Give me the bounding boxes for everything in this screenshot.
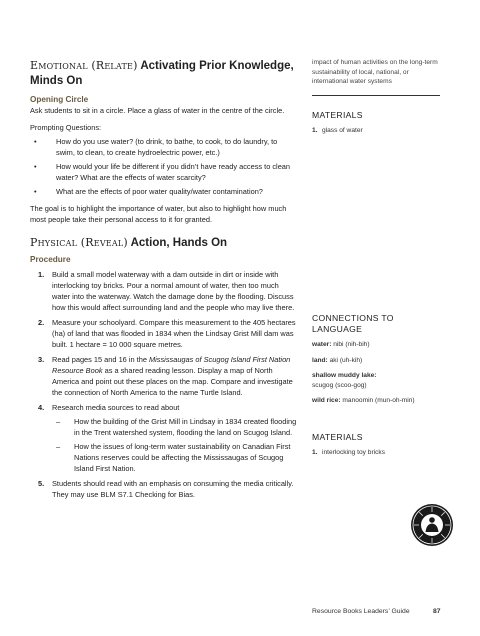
list-item: • How do you use water? (to drink, to bathe, to cook, to do laundry, to swim, to clean, to create hydroelectric power, etc.) bbox=[34, 137, 278, 157]
materials-heading-2: MATERIALS bbox=[312, 431, 363, 442]
opening-circle-intro: Ask students to sit in a circle. Place a glass of water in the centre of the circle. bbox=[30, 106, 285, 115]
materials-item: 1. glass of water bbox=[312, 126, 363, 134]
connections-heading: CONNECTIONS TO LANGUAGE bbox=[312, 313, 394, 334]
section-label-emotional: Emotional (Relate) bbox=[30, 59, 138, 72]
vocab-item: land: aki (uh-kih) bbox=[312, 356, 363, 364]
subheading-procedure: Procedure bbox=[30, 255, 71, 264]
sidebar-expectation-text: impact of human activities on the long-term sustainability of local, national, or international water systems bbox=[312, 59, 438, 85]
page-number: 87 bbox=[433, 608, 441, 615]
materials-heading: MATERIALS bbox=[312, 109, 363, 120]
footer-title: Resource Books Leaders’ Guide bbox=[312, 608, 410, 615]
vocab-item: shallow muddy lake: scugog (scoo-gog) bbox=[312, 372, 377, 389]
subheading-opening-circle: Opening Circle bbox=[30, 95, 89, 104]
procedure-list bbox=[30, 269, 298, 500]
section-heading-emotional bbox=[30, 58, 298, 74]
procedure-step: 3. Read pages 15 and 16 in the Mississaugas of Scugog Island First Nation Resource Book as a shared reading lesson. Display a map of North America and point out these places on the map. Compare and investigate the connection of North America to the name Turtle Island. bbox=[38, 355, 293, 397]
sidebar-curriculum-note bbox=[312, 58, 442, 135]
prompting-questions-list bbox=[30, 136, 298, 197]
section-title-emotional: Activating Prior Knowledge, bbox=[137, 60, 294, 72]
list-item: – How the building of the Grist Mill in Lindsay in 1834 created flooding in the Trent watershed system, flooding the land on Scugog Island. bbox=[56, 417, 297, 437]
materials-item: 1. interlocking toy bricks bbox=[312, 448, 386, 456]
procedure-step: 1. Build a small model waterway with a dam outside in dirt or inside with interlocking toy bricks. Pour a normal amount of water, then too much water into the waterway. Watch the damage done by the flooding. Discuss how this would affect surrounding land and the people who may live there. bbox=[38, 270, 295, 312]
sidebar-connections bbox=[312, 313, 442, 457]
research-topics-list bbox=[52, 416, 298, 474]
seated-figure-medallion-icon bbox=[410, 503, 454, 547]
main-column bbox=[30, 58, 298, 500]
vocab-item: wild rice: manoomin (mun-oh-min) bbox=[312, 397, 415, 404]
section-label-physical: Physical (Reveal) bbox=[30, 236, 128, 249]
divider bbox=[312, 95, 440, 96]
procedure-step: 2. Measure your schoolyard. Compare this measurement to the 405 hectares (ha) of land that was flooded in 1834 when the Lindsay Grist Mill dam was built. 1 hectare = 10 000 square metres. bbox=[38, 318, 296, 349]
list-item: • How would your life be different if you didn’t have ready access to clean water? What are the effects of water scarcity? bbox=[34, 162, 291, 182]
procedure-step: 5. Students should read with an emphasis on consuming the media critically. They may use BLM S7.1 Checking for Bias. bbox=[38, 479, 294, 499]
section-title-emotional-line2: Minds On bbox=[30, 75, 83, 87]
list-item: – How the issues of long-term water sustainability on Canadian First Nations reserves could be affecting the Mississaugas of Scugog Island First Nation. bbox=[56, 442, 291, 473]
book-title: Mississaugas of Scugog Island First Nation Resource Book bbox=[52, 355, 291, 375]
goal-paragraph: The goal is to highlight the importance of water, but also to highlight how much most people take their personal access to it for granted. bbox=[30, 204, 287, 224]
prompting-questions-label: Prompting Questions: bbox=[30, 123, 102, 132]
section-title-physical: Action, Hands On bbox=[127, 237, 228, 249]
section-heading-physical bbox=[30, 235, 298, 251]
vocab-item: water: nibi (nih-bih) bbox=[312, 341, 370, 348]
procedure-step: 4. Research media sources to read about – How the building of the Grist Mill in Lindsay in 1834 created flooding in the Trent watershed system, flooding the land on Scugog Island. – How the issues of long-term water sustainability on Canadian First Nations reserves could be affecting the Mississaugas of Scugog Island First Nation. bbox=[38, 403, 297, 473]
list-item: • What are the effects of poor water quality/water contamination? bbox=[34, 187, 263, 196]
